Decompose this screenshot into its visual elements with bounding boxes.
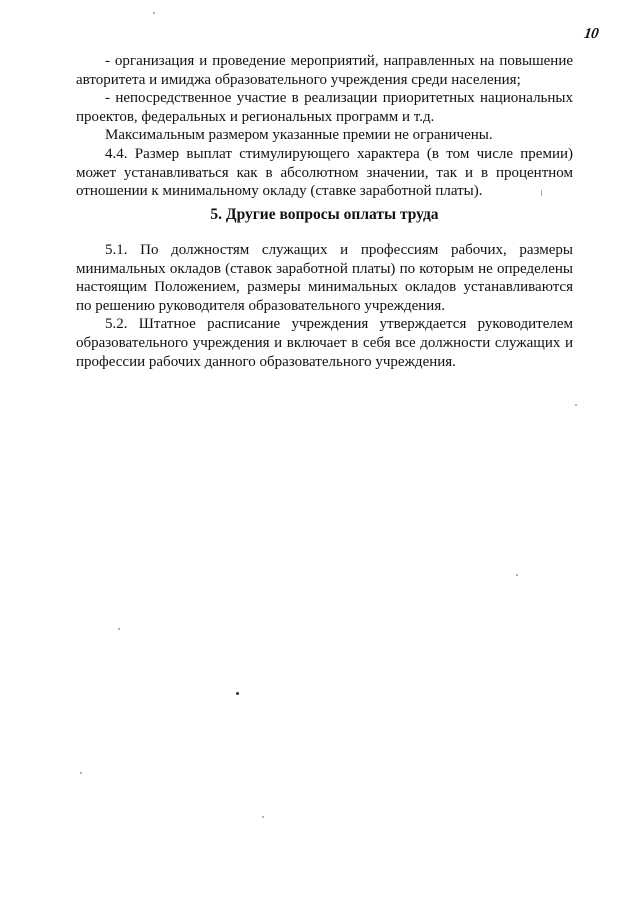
scan-speck [516, 574, 518, 576]
section-5-heading: 5. Другие вопросы оплаты труда [210, 206, 439, 223]
page-number: 10 [582, 26, 600, 42]
scan-speck [153, 12, 155, 14]
paragraph-5-2: 5.2. Штатное расписание учреждения утверждается руководителем образовательного учреждения и включает в себя все должности служащих и профессии рабочих данного образовательного учреждения. [76, 316, 573, 370]
scan-speck [236, 692, 239, 695]
scan-speck [118, 628, 120, 630]
paragraph-premium-limit: Максимальным размером указанные премии не ограничены. [105, 127, 493, 144]
scan-speck [80, 772, 82, 774]
scan-speck [575, 404, 577, 406]
paragraph-5-1: 5.1. По должностям служащих и профессиям рабочих, размеры минимальных окладов (ставок заработной платы) по которым не определены настоящим Положением, размеры минимальных окладов устанавливаются по решению руководителя образовательного учреждения. [76, 242, 573, 314]
top-text-block [76, 52, 573, 201]
paragraph-4-4: 4.4. Размер выплат стимулирующего характера (в том числе премии) может устанавливаться как в абсолютном значении, так и в процентном отношении к минимальному окладу (ставке заработной платы). [76, 145, 573, 200]
scan-speck [262, 816, 264, 818]
section-5-text-block [76, 241, 573, 371]
paragraph-bullet-image: - организация и проведение мероприятий, направленных на повышение авторитета и имиджа образовательного учреждения среди населения; [76, 53, 573, 88]
scan-speck [541, 190, 542, 196]
paragraph-bullet-projects: - непосредственное участие в реализации приоритетных национальных проектов, федеральных и региональных программ и т.д. [76, 90, 573, 125]
